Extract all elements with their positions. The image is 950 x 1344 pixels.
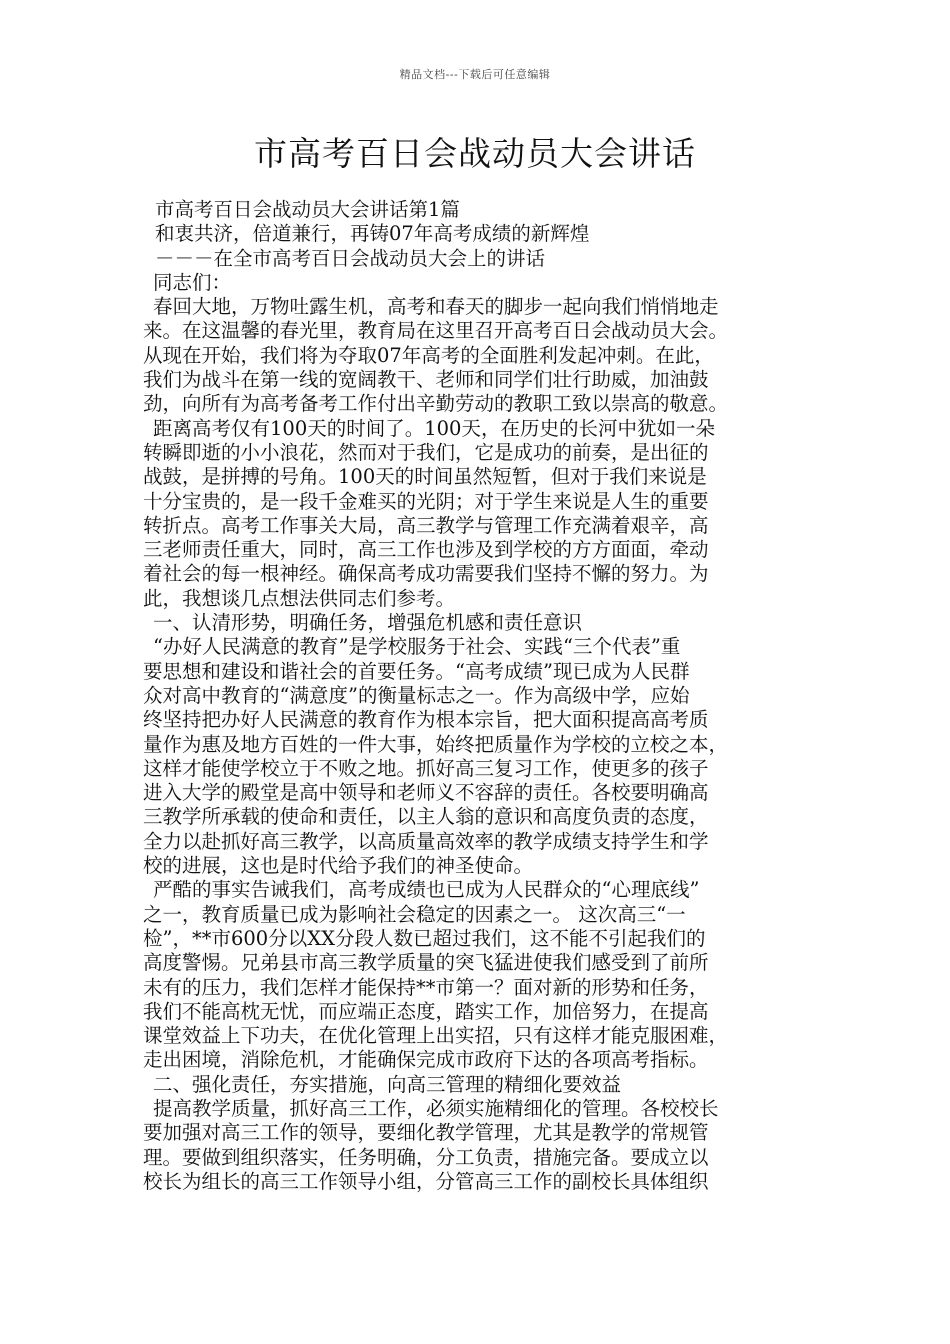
text-line: 三老师责任重大，同时，高三工作也涉及到学校的方方面面，牵动 xyxy=(143,538,709,562)
text-line: 市高考百日会战动员大会讲话第1篇 xyxy=(155,198,460,221)
text-line: 终坚持把办好人民满意的教育作为根本宗旨，把大面积提高高考质 xyxy=(143,708,709,732)
text-line: 要思想和建设和谐社会的首要任务。“高考成绩”现已成为人民群 xyxy=(143,659,690,683)
text-line: “办好人民满意的教育”是学校服务于社会、实践“三个代表”重 xyxy=(153,635,681,659)
text-line: 着社会的每一根神经。确保高考成功需要我们坚持不懈的努力。为 xyxy=(143,562,709,586)
text-line: 二、强化责任，夯实措施，向高三管理的精细化要效益 xyxy=(153,1072,622,1096)
document-title: 市高考百日会战动员大会讲话 xyxy=(254,134,696,173)
text-line: 未有的压力，我们怎样才能保持**市第一？面对新的形势和任务， xyxy=(143,975,709,999)
text-line: 全力以赴抓好高三教学，以高质量高效率的教学成绩支持学生和学 xyxy=(143,829,709,853)
text-line: 一、认清形势，明确任务，增强危机感和责任意识 xyxy=(153,611,583,635)
text-line: 从现在开始，我们将为夺取07年高考的全面胜利发起冲刺。在此， xyxy=(143,343,714,367)
text-line: 课堂效益上下功夫，在优化管理上出实招，只有这样才能克服困难， xyxy=(143,1024,729,1048)
text-line: 进入大学的殿堂是高中领导和老师义不容辞的责任。各校要明确高 xyxy=(143,781,709,805)
text-line: 检”，**市600分以XX分段人数已超过我们，这不能不引起我们的 xyxy=(143,926,706,950)
text-line: 之一，教育质量已成为影响社会稳定的因素之一。 这次高三“一 xyxy=(143,902,686,926)
text-line: 来。在这温馨的春光里，教育局在这里召开高考百日会战动员大会。 xyxy=(143,319,729,343)
text-line: 转瞬即逝的小小浪花，然而对于我们，它是成功的前奏，是出征的 xyxy=(143,440,709,464)
text-line: 校长为组长的高三工作领导小组，分管高三工作的副校长具体组织 xyxy=(143,1169,709,1193)
text-line: 提高教学质量，抓好高三工作，必须实施精细化的管理。各校校长 xyxy=(153,1096,719,1120)
text-line: －－－在全市高考百日会战动员大会上的讲话 xyxy=(155,246,546,270)
text-line: 此，我想谈几点想法供同志们参考。 xyxy=(143,586,456,610)
text-line: 理。要做到组织落实，任务明确，分工负责，措施完备。要成立以 xyxy=(143,1145,709,1169)
text-line: 同志们： xyxy=(153,270,232,294)
text-line: 这样才能使学校立于不败之地。抓好高三复习工作，使更多的孩子 xyxy=(143,756,709,780)
running-header: 精品文档---下载后可任意编辑 xyxy=(399,68,551,81)
text-line: 距离高考仅有100天的时间了。100天，在历史的长河中犹如一朵 xyxy=(153,416,715,440)
text-line: 劲，向所有为高考备考工作付出辛勤劳动的教职工致以崇高的敬意。 xyxy=(143,392,729,416)
text-line: 走出困境，消除危机，才能确保完成市政府下达的各项高考指标。 xyxy=(143,1048,709,1072)
text-line: 高度警惕。兄弟县市高三教学质量的突飞猛进使我们感受到了前所 xyxy=(143,951,709,975)
text-line: 和衷共济，倍道兼行，再铸07年高考成绩的新辉煌 xyxy=(155,222,590,246)
text-line: 量作为惠及地方百姓的一件大事，始终把质量作为学校的立校之本， xyxy=(143,732,729,756)
text-line: 校的进展，这也是时代给予我们的神圣使命。 xyxy=(143,854,534,878)
text-line: 我们不能高枕无忧，而应端正态度，踏实工作，加倍努力，在提高 xyxy=(143,999,709,1023)
text-line: 众对高中教育的“满意度”的衡量标志之一。作为高级中学，应始 xyxy=(143,683,690,707)
document-body xyxy=(143,198,823,1194)
text-line: 春回大地，万物吐露生机，高考和春天的脚步一起向我们悄悄地走 xyxy=(153,295,719,319)
text-line: 我们为战斗在第一线的宽阔教干、老师和同学们壮行助威，加油鼓 xyxy=(143,368,709,392)
text-line: 三教学所承载的使命和责任，以主人翁的意识和高度负责的态度， xyxy=(143,805,709,829)
text-line: 十分宝贵的，是一段千金难买的光阴；对于学生来说是人生的重要 xyxy=(143,489,709,513)
text-line: 要加强对高三工作的领导，要细化教学管理，尤其是教学的常规管 xyxy=(143,1121,709,1145)
text-line: 转折点。高考工作事关大局，高三教学与管理工作充满着艰辛，高 xyxy=(143,513,709,537)
text-line: 战鼓，是拼搏的号角。100天的时间虽然短暂，但对于我们来说是 xyxy=(143,465,707,489)
text-line: 严酷的事实告诫我们，高考成绩也已成为人民群众的“心理底线” xyxy=(153,878,700,902)
